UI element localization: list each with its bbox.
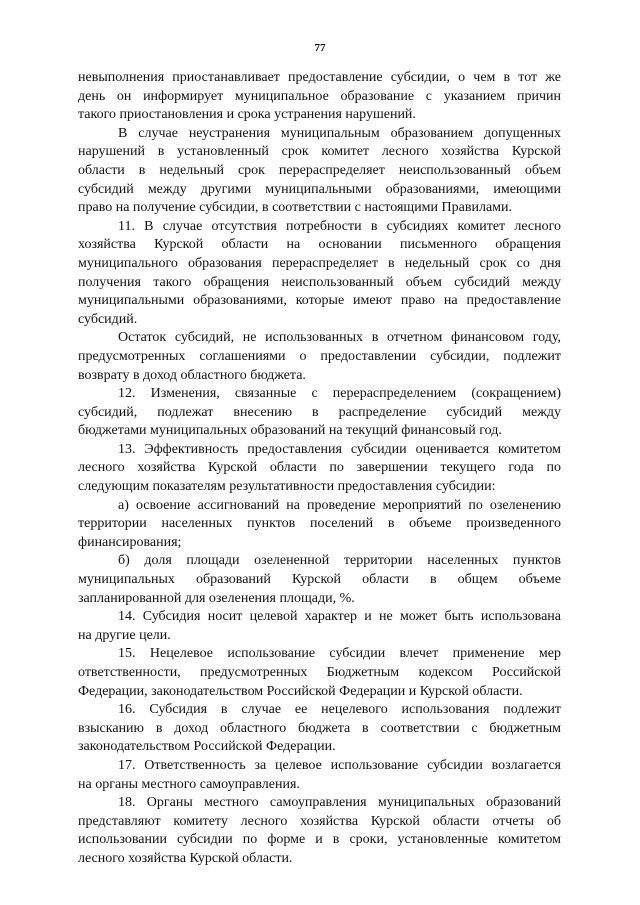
paragraph-line: муниципальных образований Курской области в общем объеме — [78, 572, 561, 588]
paragraph-line: 15. Нецелевое использование субсидии влечет применение мер — [118, 646, 561, 662]
paragraph-line: запланированной для озеленения площади, %. — [78, 590, 355, 606]
paragraph-line: следующим показателям результативности предоставления субсидии: — [78, 479, 496, 495]
paragraph-line: 12. Изменения, связанные с перераспределением (сокращением) — [118, 386, 561, 402]
paragraph-line: взысканию в доход областного бюджета в соответствии с бюджетным — [78, 720, 561, 736]
paragraph-line: Остаток субсидий, не использованных в отчетном финансовом году, — [118, 330, 561, 346]
paragraph-line: нарушений в установленный срок комитет лесного хозяйства Курской — [78, 144, 561, 160]
paragraph — [78, 608, 561, 645]
paragraph-line: 11. В случае отсутствия потребности в субсидиях комитет лесного — [118, 218, 561, 234]
paragraph-line: 14. Субсидия носит целевой характер и не может быть использована — [118, 609, 561, 625]
paragraph-line: такого приостановления и срока устранения нарушений. — [78, 107, 416, 123]
paragraph-line: финансирования; — [78, 534, 182, 550]
paragraph-line: предусмотренных соглашениями о предоставлении субсидии, подлежит — [78, 348, 561, 364]
paragraph-line: 17. Ответственность за целевое использование субсидии возлагается — [118, 757, 561, 773]
paragraph — [78, 645, 561, 701]
paragraph — [78, 218, 561, 330]
paragraph — [78, 69, 561, 125]
paragraph — [78, 794, 561, 868]
paragraph — [78, 552, 561, 608]
paragraph-line: представляют комитету лесного хозяйства Курской области отчеты об — [78, 813, 561, 829]
paragraph — [78, 701, 561, 757]
page-number: 77 — [314, 42, 326, 54]
paragraph-line: ответственности, предусмотренных Бюджетным кодексом Российской — [78, 665, 561, 680]
paragraph-line: субсидий между другими муниципальными образованиями, имеющими — [78, 181, 561, 197]
paragraph-line: использовании субсидии по форме и в сроки, установленные комитетом — [78, 832, 561, 848]
paragraph-line: муниципального образования перераспределяет в недельный срок со дня — [78, 255, 561, 271]
paragraph-line: а) освоение ассигнований на проведение мероприятий по озеленению — [118, 497, 561, 513]
paragraph-line: на другие цели. — [78, 627, 171, 643]
paragraph-line: б) доля площади озелененной территории населенных пунктов — [118, 553, 561, 569]
document-body — [78, 69, 561, 869]
paragraph-line: муниципальными образованиями, которые имеют право на предоставление — [78, 293, 561, 309]
paragraph-line: 13. Эффективность предоставления субсидии оценивается комитетом — [118, 441, 561, 457]
paragraph — [78, 329, 561, 385]
paragraph — [78, 125, 561, 218]
paragraph — [78, 757, 561, 794]
paragraph-line: хозяйства Курской области на основании письменного обращения — [78, 237, 561, 253]
paragraph — [78, 385, 561, 441]
paragraph-line: 18. Органы местного самоуправления муниципальных образований — [118, 795, 561, 811]
paragraph-line: на органы местного самоуправления. — [78, 776, 300, 792]
paragraph — [78, 441, 561, 497]
paragraph-line: В случае неустранения муниципальным образованием допущенных — [118, 125, 561, 141]
paragraph-line: области в недельный срок перераспределяет неиспользованный объем — [78, 162, 561, 178]
paragraph-line: невыполнения приостанавливает предоставление субсидии, о чем в тот же — [78, 70, 561, 85]
paragraph-line: территории населенных пунктов поселений в объеме произведенного — [78, 516, 561, 532]
paragraph-line: право на получение субсидии, в соответствии с настоящими Правилами. — [78, 200, 513, 216]
paragraph-line: законодательством Российской Федерации. — [78, 739, 336, 755]
paragraph-line: субсидий, подлежат внесению в распределение субсидий между — [78, 404, 561, 420]
paragraph-line: лесного хозяйства Курской области. — [78, 850, 293, 866]
paragraph-line: 16. Субсидия в случае ее нецелевого использования подлежит — [118, 702, 561, 718]
paragraph-line: лесного хозяйства Курской области по завершении текущего года по — [78, 460, 561, 476]
paragraph-line: субсидий. — [78, 311, 138, 327]
paragraph-line: бюджетами муниципальных образований на текущий финансовый год. — [78, 423, 502, 439]
paragraph-line: получения такого обращения неиспользованный объем субсидий между — [78, 274, 561, 290]
paragraph-line: возврату в доход областного бюджета. — [78, 367, 306, 383]
paragraph-line: день он информирует муниципальное образование с указанием причин — [78, 88, 561, 104]
paragraph-line: Федерации, законодательством Российской Федерации и Курской области. — [78, 683, 523, 699]
paragraph — [78, 497, 561, 553]
